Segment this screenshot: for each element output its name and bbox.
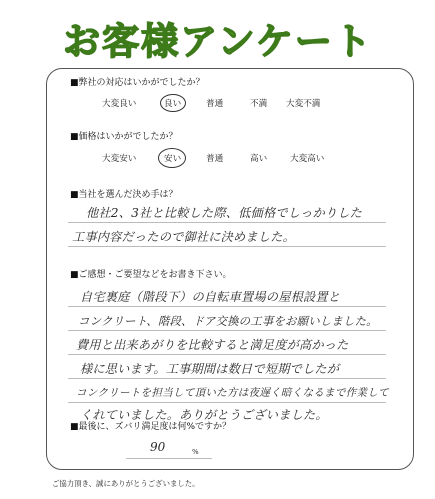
answer-deciding-line-1: 他社2、3社と比較した際、低価格でしっかりした: [86, 206, 363, 220]
question-deciding-factor: ■当社を選んだ決め手は？: [70, 190, 178, 200]
question-satisfaction: ■最後に、ズバリ満足度は何%ですか？: [70, 422, 232, 432]
answer-deciding-line-2: 工事内容だったので御社に決めました。: [72, 230, 295, 244]
option-price-cheap: 安い: [164, 154, 182, 164]
answer-rule: [68, 378, 386, 379]
option-service-very-dissatisfied: 大変不満: [286, 99, 321, 109]
answer-rule: [68, 222, 386, 223]
thank-you-footer: ご協力頂き、誠にありがとうございました。: [52, 479, 200, 488]
answer-comments-line-4: 様に思います。工事期間は数日で短期でしたが: [80, 362, 340, 376]
answer-rule: [68, 246, 386, 247]
survey-title: [0, 14, 435, 64]
option-price-expensive: 高い: [250, 154, 268, 164]
answer-comments-line-1: 自宅裏庭（階段下）の自転車置場の屋根設置と: [80, 290, 341, 304]
option-price-very-cheap: 大変安い: [102, 154, 137, 164]
question-comments: ■ご感想・ご要望などをお書き下さい。: [70, 270, 232, 280]
option-service-dissatisfied: 不満: [250, 99, 268, 109]
satisfaction-value: 90: [150, 440, 166, 454]
option-price-very-expensive: 大変高い: [290, 154, 325, 164]
satisfaction-rule: [126, 458, 212, 459]
satisfaction-unit: %: [192, 448, 199, 456]
option-price-normal: 普通: [206, 154, 224, 164]
option-service-good: 良い: [164, 99, 182, 109]
answer-rule: [68, 354, 386, 355]
answer-comments-line-3: 費用と出来あがりを比較すると満足度が高かった: [76, 338, 349, 352]
answer-rule: [68, 402, 386, 403]
answer-comments-line-6: くれていました。ありがとうございました。: [80, 408, 328, 422]
question-price: ■価格はいかがでしたか？: [70, 132, 178, 142]
answer-rule: [68, 306, 386, 307]
option-service-very-good: 大変良い: [102, 99, 137, 109]
survey-title-text: お客様アンケート: [62, 20, 373, 63]
answer-comments-line-2: コンクリート、階段、ドア交換の工事をお願いしました。: [78, 314, 378, 328]
answer-comments-line-5: コンクリートを担当して頂いた方は夜遅く暗くなるまで作業して: [76, 387, 389, 399]
question-service: ■弊社の対応はいかがでしたか？: [70, 78, 205, 88]
option-service-normal: 普通: [206, 99, 224, 109]
answer-rule: [68, 330, 386, 331]
